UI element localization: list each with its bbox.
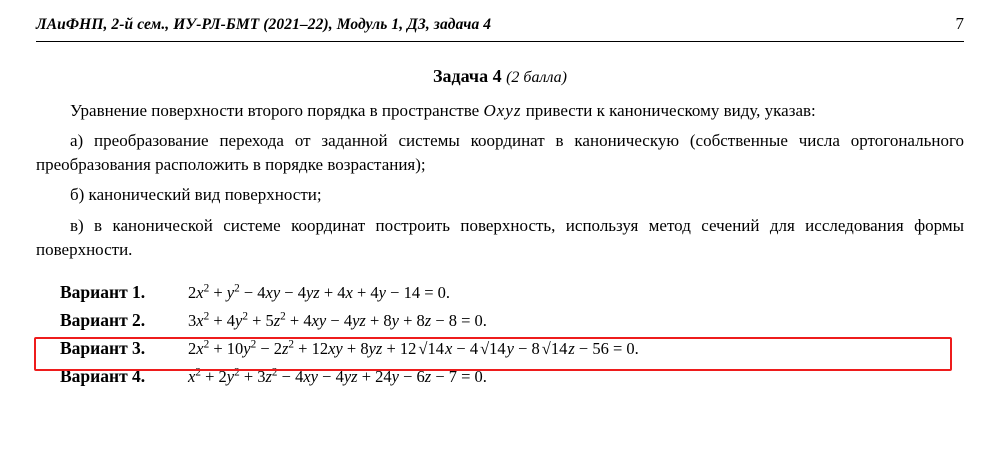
header-rule [36,41,964,42]
running-header [36,14,964,34]
variant-equation: $2x^2 + 10y^2 - 2z^2 + 12xy + 8yz + 12$ √14x − 4 √14y − 8 √14z − 56 = 0. [188,338,639,358]
task-item-c: в) в канонической системе координат построить поверхность, используя метод сечений для исследования формы поверхности. [36,215,964,259]
variant-label: Вариант 2. [60,309,146,330]
variant-label: Вариант 3. [60,337,146,358]
task-intro-tail: привести к каноническому виду, указав: [525,101,816,120]
variant-row [60,282,964,310]
variant-equation: $2x^2 + y^2 - 4xy - 4yz + 4x + 4y - 14 = 0$. [188,282,450,302]
page-number: 7 [955,14,964,33]
variant-label: Вариант 4. [60,365,146,386]
header-course-info: ЛАиФНП, 2-й сем., ИУ-РЛ-БМТ (2021–22), Модуль 1, ДЗ, задача 4 [36,16,492,33]
variant-equation: $x^2 + 2y^2 + 3z^2 - 4xy - 4yz + 24y - 6z - 7 = 0$. [188,366,487,386]
task-title [36,66,964,87]
task-intro [36,99,964,123]
variant-list [60,282,964,394]
document-body [36,58,964,394]
task-item-a: а) преобразование перехода от заданной системы координат в каноническую (собственные числа ортогонального преобразования расположить в порядке возрастания); [36,131,964,175]
task-points: (2 балла) [506,69,567,86]
task-item-b: б) канонический вид поверхности; [70,185,322,205]
task-title-text: Задача 4 [433,66,502,86]
variant-row-highlighted [60,338,964,366]
variant-equation: $3x^2 + 4y^2 + 5z^2 + 4xy - 4yz + 8y + 8z - 8 = 0$. [188,310,487,330]
variant-row [60,310,964,338]
variant-row [60,366,964,394]
task-intro-math: Oxyz [483,101,522,120]
variant-label: Вариант 1. [60,281,146,302]
task-intro-lead: Уравнение поверхности второго порядка в пространстве [70,101,480,120]
